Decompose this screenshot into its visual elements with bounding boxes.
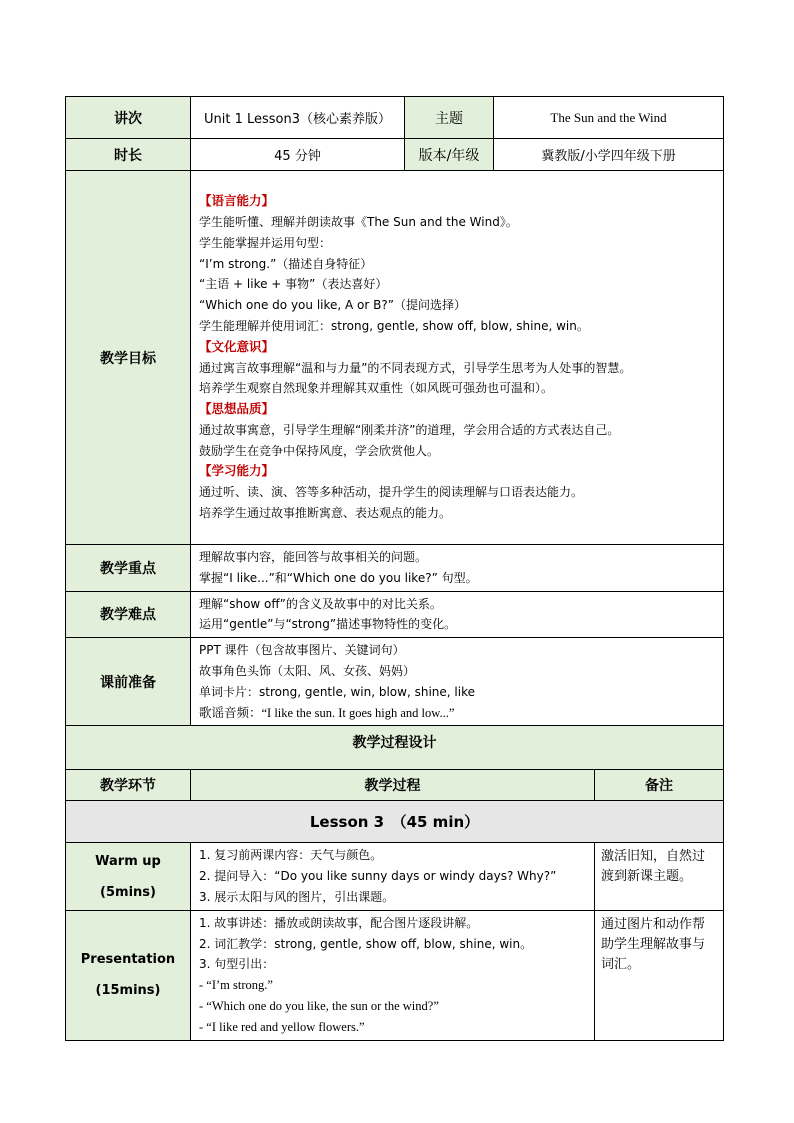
objective-section-culture — [199, 337, 715, 399]
difficulty-line: 理解“show off”的含义及故事中的对比关系。 — [199, 596, 442, 611]
objective-line: 学生能理解并使用词汇：strong, gentle, show off, blow, shine, win。 — [199, 318, 589, 333]
section-heading: 【思想品质】 — [199, 401, 275, 417]
objective-line: “主语 + like + 事物”（表达喜好） — [199, 277, 388, 292]
phase-time: (5mins) — [100, 884, 156, 900]
objective-line: 通过寓言故事理解“温和与力量”的不同表现方式，引导学生思考为人处事的智慧。 — [199, 360, 632, 375]
lesson-title-row — [66, 801, 724, 843]
preparation-row — [66, 638, 724, 726]
objective-section-thinking — [199, 399, 715, 461]
objective-line: “Which one do you like, A or B?”（提问选择） — [199, 298, 466, 313]
phase-steps — [191, 843, 595, 910]
objective-line: 学生能掌握并运用句型： — [199, 235, 332, 250]
process-title: 教学过程设计 — [66, 726, 724, 770]
phase-name: Presentation — [80, 952, 176, 968]
duration-value: 45 分钟 — [191, 139, 405, 171]
difficulties-label: 教学难点 — [66, 591, 191, 638]
objective-line: “I’m strong.”（描述自身特征） — [199, 256, 373, 271]
edition-value: 冀教版/小学四年级下册 — [494, 139, 724, 171]
lesson-title: Lesson 3 （45 min） — [66, 801, 724, 843]
step-line: 1. 复习前两课内容：天气与颜色。 — [199, 848, 383, 863]
key-points-label: 教学重点 — [66, 545, 191, 592]
objectives-label: 教学目标 — [66, 171, 191, 545]
preparation-content — [191, 638, 724, 726]
objective-line: 学生能听懂、理解并朗读故事《The Sun and the Wind》。 — [199, 214, 518, 229]
lesson-plan-table — [65, 96, 724, 1041]
info-row-session — [66, 97, 724, 139]
column-remark-header: 备注 — [595, 770, 724, 801]
key-points-content — [191, 545, 724, 592]
objective-line: 培养学生通过故事推断寓意、表达观点的能力。 — [199, 506, 452, 521]
objective-section-language — [199, 191, 715, 337]
edition-label: 版本/年级 — [405, 139, 494, 171]
difficulty-line: 运用“gentle”与“strong”描述事物特性的变化。 — [199, 617, 457, 632]
session-label: 讲次 — [66, 97, 191, 139]
topic-label: 主题 — [405, 97, 494, 139]
key-points-row — [66, 545, 724, 592]
preparation-line: 歌谣音频：“I like the sun. It goes high and low...” — [199, 705, 455, 720]
preparation-line: PPT 课件（包含故事图片、关键词句） — [199, 643, 405, 658]
preparation-label: 课前准备 — [66, 638, 191, 726]
topic-value: The Sun and the Wind — [494, 97, 724, 139]
column-phase-header: 教学环节 — [66, 770, 191, 801]
objective-section-learning — [199, 461, 715, 523]
difficulties-content — [191, 591, 724, 638]
step-line: - “I like red and yellow flowers.” — [199, 1019, 365, 1034]
info-row-duration — [66, 139, 724, 171]
objectives-content — [191, 171, 724, 545]
phase-row-warmup — [66, 843, 724, 910]
phase-steps — [191, 910, 595, 1040]
objectives-row — [66, 171, 724, 545]
step-line: 1. 故事讲述：播放或朗读故事，配合图片逐段讲解。 — [199, 915, 479, 930]
phase-cell — [66, 843, 191, 910]
step-line: 2. 提问导入：“Do you like sunny days or windy days? Why?” — [199, 869, 557, 884]
phase-name: Warm up — [95, 853, 161, 869]
preparation-line: 单词卡片：strong, gentle, win, blow, shine, like — [199, 684, 475, 699]
phase-remark: 通过图片和动作帮助学生理解故事与词汇。 — [595, 910, 724, 1040]
session-value: Unit 1 Lesson3（核心素养版） — [191, 97, 405, 139]
process-title-row — [66, 726, 724, 770]
key-point-line: 掌握“I like...”和“Which one do you like?” 句型。 — [199, 570, 478, 585]
step-line: 3. 句型引出： — [199, 957, 275, 972]
objective-line: 培养学生观察自然现象并理解其双重性（如风既可强劲也可温和）。 — [199, 381, 554, 396]
objective-line: 通过听、读、演、答等多种活动，提升学生的阅读理解与口语表达能力。 — [199, 485, 584, 500]
column-process-header: 教学过程 — [191, 770, 595, 801]
phase-cell — [66, 910, 191, 1040]
column-header-row — [66, 770, 724, 801]
phase-remark: 激活旧知，自然过渡到新课主题。 — [595, 843, 724, 910]
step-line: - “I’m strong.” — [199, 978, 273, 993]
section-heading: 【文化意识】 — [199, 338, 275, 354]
step-line: 2. 词汇教学：strong, gentle, show off, blow, shine, win。 — [199, 936, 533, 951]
preparation-line: 故事角色头饰（太阳、风、女孩、妈妈） — [199, 663, 416, 678]
step-line: 3. 展示太阳与风的图片，引出课题。 — [199, 889, 395, 904]
section-heading: 【语言能力】 — [199, 193, 275, 209]
step-line: - “Which one do you like, the sun or the wind?” — [199, 998, 439, 1013]
phase-time: (15mins) — [95, 983, 161, 999]
difficulties-row — [66, 591, 724, 638]
phase-row-presentation — [66, 910, 724, 1040]
section-heading: 【学习能力】 — [199, 463, 275, 479]
duration-label: 时长 — [66, 139, 191, 171]
objective-line: 通过故事寓意，引导学生理解“刚柔并济”的道理，学会用合适的方式表达自己。 — [199, 422, 620, 437]
key-point-line: 理解故事内容，能回答与故事相关的问题。 — [199, 550, 428, 564]
objective-line: 鼓励学生在竞争中保持风度，学会欣赏他人。 — [199, 443, 440, 458]
